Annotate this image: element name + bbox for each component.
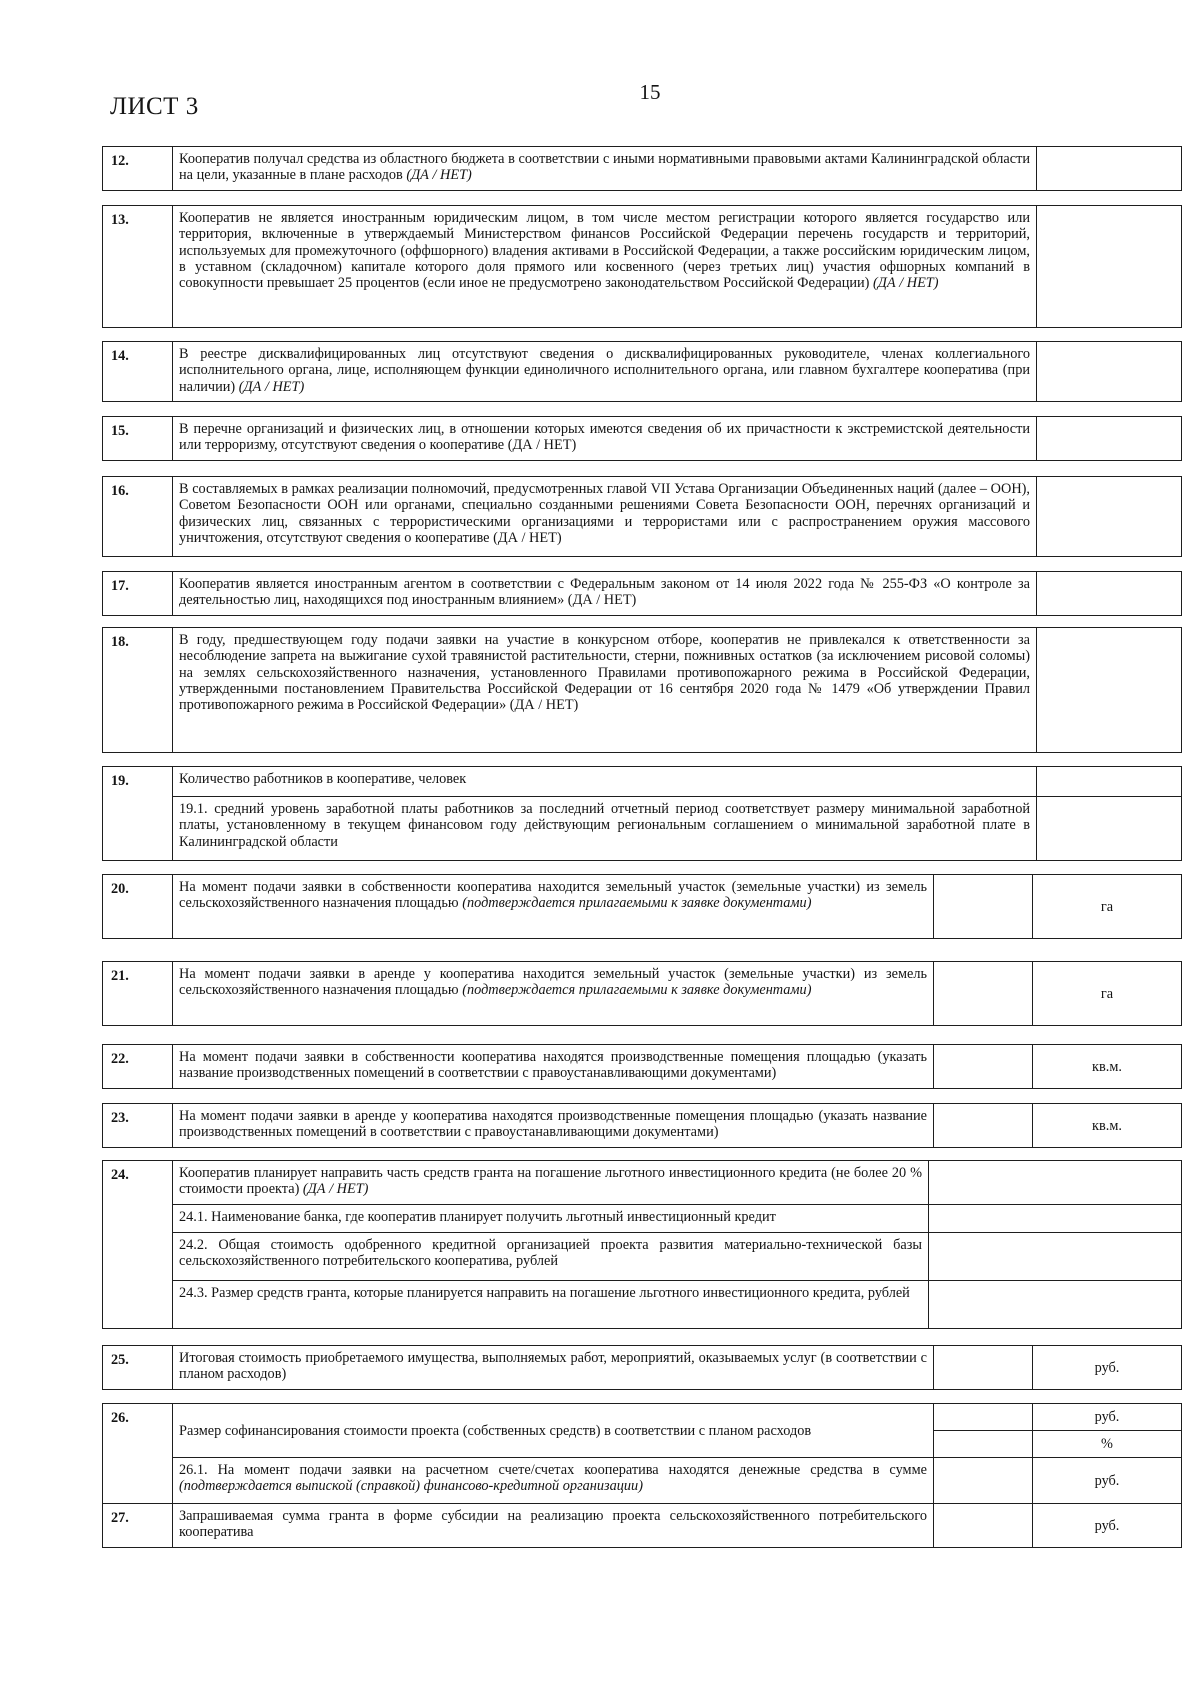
answer-cell[interactable] — [929, 1161, 1182, 1205]
row-number: 19. — [103, 767, 173, 861]
row-text: Кооператив не является иностранным юридическим лицом, в том числе местом регистрации которого является государство или территория, включенные в утверждаемый Министерством финансов Российской Федерации перечень государств и территорий, используемых для промежуточного (оффшорного) владения активами в Российской Федерации, а также российским юридическим лицом, в уставном (складочном) капитале которого доля прямого или косвенного (через третьих лиц) участия офшорных компаний в совокупности превышает 25 процентов (если иное не предусмотрено законодательством Российской Федерации) (ДА / НЕТ) — [173, 206, 1037, 328]
unit-label: руб. — [1033, 1504, 1182, 1548]
row-text: На момент подачи заявки в собственности кооператива находятся производственные помещения площадью (указать название производственных помещений в соответствии с правоустанавливающими документами) — [173, 1045, 934, 1089]
answer-cell[interactable] — [1037, 342, 1182, 402]
row-22 — [102, 1044, 1182, 1089]
row-19 — [102, 766, 1182, 861]
sub-row-24-2: 24.2. Общая стоимость одобренного кредитной организацией проекта развития материально-технической базы сельскохозяйственного потребительского кооператива, рублей — [173, 1233, 929, 1281]
row-text: Количество работников в кооперативе, человек — [173, 767, 1037, 797]
answer-cell[interactable] — [1037, 417, 1182, 461]
row-text: Кооператив получал средства из областного бюджета в соответствии с иными нормативными правовыми актами Калининградской области на цели, указанные в плане расходов (ДА / НЕТ) — [173, 147, 1037, 191]
row-number: 24. — [103, 1161, 173, 1329]
row-number: 14. — [103, 342, 173, 402]
unit-label: кв.м. — [1033, 1104, 1182, 1148]
value-cell[interactable] — [934, 1404, 1033, 1431]
answer-cell[interactable] — [1037, 797, 1182, 861]
row-text: Итоговая стоимость приобретаемого имущества, выполняемых работ, мероприятий, оказываемых услуг (в соответствии с планом расходов) — [173, 1346, 934, 1390]
row-number: 20. — [103, 875, 173, 939]
row-18 — [102, 627, 1182, 753]
unit-label: руб. — [1033, 1404, 1182, 1431]
answer-cell[interactable] — [929, 1281, 1182, 1329]
unit-label: га — [1033, 875, 1182, 939]
row-21 — [102, 961, 1182, 1026]
row-12 — [102, 146, 1182, 191]
unit-label: % — [1033, 1431, 1182, 1458]
row-number: 12. — [103, 147, 173, 191]
row-note: (подтверждается прилагаемыми к заявке документами) — [462, 982, 812, 999]
row-note: (ДА / НЕТ) — [406, 167, 472, 184]
row-text: Кооператив планирует направить часть средств гранта на погашение льготного инвестиционного кредита (не более 20 % стоимости проекта) (ДА / НЕТ) — [173, 1161, 929, 1205]
row-27 — [102, 1503, 1182, 1548]
row-text: Запрашиваемая сумма гранта в форме субсидии на реализацию проекта сельскохозяйственного потребительского кооператива — [173, 1504, 934, 1548]
row-note: (ДА / НЕТ) — [873, 275, 939, 292]
row-24 — [102, 1160, 1182, 1329]
row-17 — [102, 571, 1182, 616]
row-text: В году, предшествующем году подачи заявки на участие в конкурсном отборе, кооператив не привлекался к ответственности за несоблюдение запрета на выжигание сухой травянистой растительности, стерни, пожнивных остатков (за исключением рисовой соломы) на землях сельскохозяйственного назначения, установленного Правилами противопожарного режима в Российской Федерации, утвержденными постановлением Правительства Российской Федерации от 16 сентября 2020 года № 1479 «Об утверждении Правил противопожарного режима в Российской Федерации» (ДА / НЕТ) — [173, 628, 1037, 753]
row-13 — [102, 205, 1182, 328]
value-cell[interactable] — [934, 1045, 1033, 1089]
row-number: 27. — [103, 1504, 173, 1548]
unit-label: га — [1033, 962, 1182, 1026]
value-cell[interactable] — [934, 1504, 1033, 1548]
row-number: 18. — [103, 628, 173, 753]
row-text: В перечне организаций и физических лиц, в отношении которых имеются сведения об их причастности к экстремистской деятельности или терроризму, отсутствуют сведения о кооперативе (ДА / НЕТ) — [173, 417, 1037, 461]
answer-cell[interactable] — [1037, 477, 1182, 557]
value-cell[interactable] — [934, 1346, 1033, 1390]
row-note: (ДА / НЕТ) — [238, 378, 305, 395]
row-23 — [102, 1103, 1182, 1148]
value-cell[interactable] — [934, 1458, 1033, 1504]
sheet-title: ЛИСТ 3 — [110, 93, 199, 120]
sub-row-19-1: 19.1. средний уровень заработной платы работников за последний отчетный период соответствует размеру минимальной заработной платы, установленному в текущем финансовом году действующим региональным соглашением о минимальной заработной плате в Калининградской области — [173, 797, 1037, 861]
row-number: 21. — [103, 962, 173, 1026]
row-text: На момент подачи заявки в аренде у кооператива находятся производственные помещения площадью (указать название производственных помещений в соответствии с правоустанавливающими документами) — [173, 1104, 934, 1148]
row-note: (подтверждается прилагаемыми к заявке документами) — [462, 895, 812, 912]
row-20 — [102, 874, 1182, 939]
row-text: На момент подачи заявки в аренде у кооператива находится земельный участок (земельные участки) из земель сельскохозяйственного назначения площадью (подтверждается прилагаемыми к заявке документами) — [173, 962, 934, 1026]
row-number: 22. — [103, 1045, 173, 1089]
answer-cell[interactable] — [929, 1233, 1182, 1281]
page-number: 15 — [639, 80, 661, 104]
row-number: 15. — [103, 417, 173, 461]
row-14 — [102, 341, 1182, 402]
row-text: Кооператив является иностранным агентом в соответствии с Федеральным законом от 14 июля 2022 года № 255-ФЗ «О контроле за деятельностью лиц, находящихся под иностранным влиянием» (ДА / НЕТ) — [173, 572, 1037, 616]
row-note: (ДА / НЕТ) — [302, 1181, 369, 1198]
answer-cell[interactable] — [929, 1205, 1182, 1233]
row-number: 23. — [103, 1104, 173, 1148]
row-number: 13. — [103, 206, 173, 328]
row-16 — [102, 476, 1182, 557]
sub-row-26-1: 26.1. На момент подачи заявки на расчетном счете/счетах кооператива находятся денежные средства в сумме (подтверждается выпиской (справкой) финансово-кредитной организации) — [173, 1458, 934, 1504]
value-cell[interactable] — [934, 962, 1033, 1026]
value-cell[interactable] — [934, 875, 1033, 939]
row-number: 16. — [103, 477, 173, 557]
value-cell[interactable] — [934, 1431, 1033, 1458]
value-cell[interactable] — [934, 1104, 1033, 1148]
unit-label: руб. — [1033, 1458, 1182, 1504]
row-25 — [102, 1345, 1182, 1390]
row-number: 26. — [103, 1404, 173, 1504]
answer-cell[interactable] — [1037, 572, 1182, 616]
unit-label: руб. — [1033, 1346, 1182, 1390]
answer-cell[interactable] — [1037, 206, 1182, 328]
sub-row-24-1: 24.1. Наименование банка, где кооператив планирует получить льготный инвестиционный кредит — [173, 1205, 929, 1233]
row-number: 17. — [103, 572, 173, 616]
answer-cell[interactable] — [1037, 628, 1182, 753]
answer-cell[interactable] — [1037, 147, 1182, 191]
row-text: Размер софинансирования стоимости проекта (собственных средств) в соответствии с планом расходов — [173, 1404, 934, 1458]
row-note: (подтверждается выпиской (справкой) финансово-кредитной организации) — [179, 1478, 643, 1495]
row-15 — [102, 416, 1182, 461]
row-text: В реестре дисквалифицированных лиц отсутствуют сведения о дисквалифицированных руководителе, членах коллегиального исполнительного органа, лице, исполняющем функции единоличного исполнительного органа, или главном бухгалтере кооператива (при наличии) (ДА / НЕТ) — [173, 342, 1037, 402]
unit-label: кв.м. — [1033, 1045, 1182, 1089]
row-26 — [102, 1403, 1182, 1504]
sub-row-24-3: 24.3. Размер средств гранта, которые планируется направить на погашение льготного инвестиционного кредита, рублей — [173, 1281, 929, 1329]
answer-cell[interactable] — [1037, 767, 1182, 797]
row-text: На момент подачи заявки в собственности кооператива находится земельный участок (земельные участки) из земель сельскохозяйственного назначения площадью (подтверждается прилагаемыми к заявке документами) — [173, 875, 934, 939]
row-number: 25. — [103, 1346, 173, 1390]
row-text: В составляемых в рамках реализации полномочий, предусмотренных главой VII Устава Организации Объединенных наций (далее – ООН), Советом Безопасности ООН или органами, специально созданными решениями Совета Безопасности ООН, перечнях организаций и физических лиц, связанных с террористическими организациями и террористами или с распространением оружия массового уничтожения, отсутствуют сведения о кооперативе (ДА / НЕТ) — [173, 477, 1037, 557]
